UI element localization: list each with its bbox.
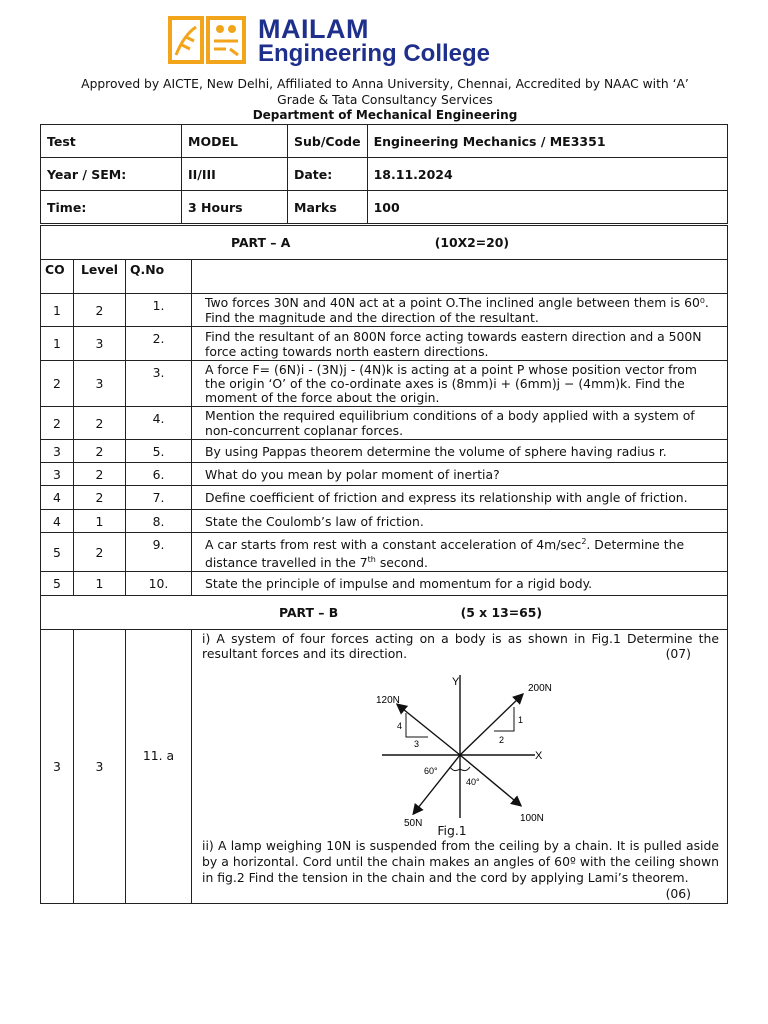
row-question: [192, 630, 728, 904]
table-row: [41, 407, 728, 440]
col-co: CO: [41, 260, 74, 294]
table-row: [41, 630, 728, 904]
table-row: [41, 486, 728, 510]
header: [0, 0, 768, 75]
marks-value: 100: [367, 191, 727, 224]
subcode-value: Engineering Mechanics / ME3351: [367, 125, 727, 158]
row-level: 3: [74, 327, 126, 361]
part-b-header-row: [41, 596, 728, 630]
row-qno: 10.: [126, 572, 192, 596]
department-title: Department of Mechanical Engineering: [252, 108, 518, 122]
part-a-header-row: [41, 226, 728, 260]
force-120n-arrow: [398, 705, 460, 755]
row-level: 2: [74, 407, 126, 440]
col-qno: Q.No: [126, 260, 192, 294]
row-question: State the Coulomb’s law of friction.: [192, 510, 728, 533]
row-question: Two forces 30N and 40N act at a point O.The inclined angle between them is 60⁰. Find the magnitude and the direction of the resultant.: [192, 294, 728, 327]
row-qno: 6.: [126, 463, 192, 486]
row-qno: 5.: [126, 440, 192, 463]
label-120n: 120N: [376, 695, 400, 707]
col-level: Level: [74, 260, 126, 294]
test-value: MODEL: [182, 125, 288, 158]
date-label: Date:: [288, 158, 368, 191]
row-question: Define coefficient of friction and express its relationship with angle of friction.: [192, 486, 728, 510]
table-row: [41, 327, 728, 361]
row-question: Find the resultant of an 800N force acting towards eastern direction and a 500N force acting towards north eastern directions.: [192, 327, 728, 361]
row-qno: 11. a: [126, 630, 192, 904]
part-b-heading: [41, 596, 728, 630]
row-level: 2: [74, 463, 126, 486]
force-50n-arrow: [414, 755, 460, 813]
row-question: What do you mean by polar moment of inertia?: [192, 463, 728, 486]
college-name: MAILAM: [258, 14, 369, 44]
table-row: [41, 463, 728, 486]
row-co: 1: [41, 327, 74, 361]
row-qno: 7.: [126, 486, 192, 510]
label-angle-60: 60°: [424, 766, 438, 777]
approval-line-1: Approved by AICTE, New Delhi, Affiliated to Anna University, Chennai, Accredited by NAAC with ‘A’: [81, 77, 689, 91]
row-co: 5: [41, 572, 74, 596]
row-qno: 3.: [126, 361, 192, 407]
row-qno: 9.: [126, 533, 192, 572]
q11-part-i: [202, 631, 719, 661]
part-a-marks: (10X2=20): [434, 235, 510, 250]
part-b-title: PART – B: [279, 605, 339, 621]
label-50n: 50N: [404, 818, 423, 830]
slope-triangle-120n: [406, 713, 428, 737]
row-question: A car starts from rest with a constant acceleration of $4m/\sec^2$. Determine the distance travelled in the 7th second.: [192, 533, 728, 572]
row-co: 2: [41, 361, 74, 407]
row-level: 2: [74, 486, 126, 510]
table-row: [41, 572, 728, 596]
table-row: [41, 361, 728, 407]
label-100n: 100N: [520, 813, 544, 825]
label-slope-3: 3: [414, 739, 420, 750]
label-angle-40: 40°: [466, 777, 480, 788]
date-value: 18.11.2024: [367, 158, 727, 191]
row-qno: 1.: [126, 294, 192, 327]
force-diagram-svg: [202, 663, 652, 830]
subcode-label: Sub/Code: [288, 125, 368, 158]
q11-part-ii-marks: (06): [665, 886, 691, 902]
time-label: Time:: [41, 191, 182, 224]
row-question: A force F= (6N)i - (3N)j - (4N)k is acting at a point P whose position vector from the origin ‘O’ of the co-ordinate axes is (8mm)i + (6mm)j − (4mm)k. Find the moment of the force about the origin.: [192, 361, 728, 407]
part-a-column-headers: [41, 260, 728, 294]
label-slope-4: 4: [397, 721, 403, 732]
row-level: 2: [74, 294, 126, 327]
table-row: [41, 440, 728, 463]
row-qno: 4.: [126, 407, 192, 440]
row-qno: 2.: [126, 327, 192, 361]
row-level: 1: [74, 510, 126, 533]
row-level: 3: [74, 630, 126, 904]
table-row: [41, 533, 728, 572]
label-200n: 200N: [528, 683, 552, 695]
force-200n-arrow: [460, 695, 522, 755]
row-co: 1: [41, 294, 74, 327]
table-row: [41, 510, 728, 533]
q11-part-i-text: i) A system of four forces acting on a body is as shown in Fig.1 Determine the resultant forces and its direction.: [202, 631, 719, 662]
angle-arc-40: [460, 767, 470, 771]
year-value: II/III: [182, 158, 288, 191]
part-a-heading: [41, 226, 728, 260]
q11-part-i-marks: (07): [665, 646, 691, 662]
row-co: 4: [41, 486, 74, 510]
row-level: 2: [74, 440, 126, 463]
row-co: 2: [41, 407, 74, 440]
test-label: Test: [41, 125, 182, 158]
q11-part-ii-text: ii) A lamp weighing 10N is suspended from the ceiling by a chain. It is pulled aside by a horizontal. Cord until the chain makes an angles of 60º with the ceiling shown in fig.2 Find the tension in the chain and the cord by applying Lami’s theorem.: [202, 838, 719, 886]
table-row: [41, 294, 728, 327]
row-question: Mention the required equilibrium conditions of a body applied with a system of non-concurrent coplanar forces.: [192, 407, 728, 440]
row-co: 3: [41, 630, 74, 904]
approval-line-2: Grade & Tata Consultancy Services: [277, 93, 493, 107]
college-subname: Engineering College: [258, 40, 491, 67]
q11-part-ii: [202, 838, 719, 902]
row-level: 1: [74, 572, 126, 596]
marks-label: Marks: [288, 191, 368, 224]
row-co: 5: [41, 533, 74, 572]
row-qno: 8.: [126, 510, 192, 533]
part-b-marks: (5 x 13=65): [460, 605, 543, 621]
figure-caption: Fig.1: [437, 823, 467, 839]
row-co: 4: [41, 510, 74, 533]
exam-info-table: [40, 124, 728, 224]
row-question: State the principle of impulse and momentum for a rigid body.: [192, 572, 728, 596]
angle-arc-60: [450, 767, 460, 771]
row-level: 2: [74, 533, 126, 572]
label-slope-2: 2: [499, 735, 505, 746]
row-question: By using Pappas theorem determine the volume of sphere having radius r.: [192, 440, 728, 463]
row-co: 3: [41, 440, 74, 463]
time-value: 3 Hours: [182, 191, 288, 224]
row-co: 3: [41, 463, 74, 486]
col-question-blank: [192, 260, 728, 294]
college-logo-icon: [168, 15, 248, 65]
label-slope-1: 1: [518, 715, 524, 726]
row-level: 3: [74, 361, 126, 407]
questions-table: [40, 225, 728, 904]
label-x: X: [535, 750, 543, 763]
force-diagram: [202, 663, 652, 830]
part-a-title: PART – A: [231, 235, 291, 250]
year-label: Year / SEM:: [41, 158, 182, 191]
label-y: Y: [452, 676, 460, 689]
approval-text: [40, 76, 730, 108]
